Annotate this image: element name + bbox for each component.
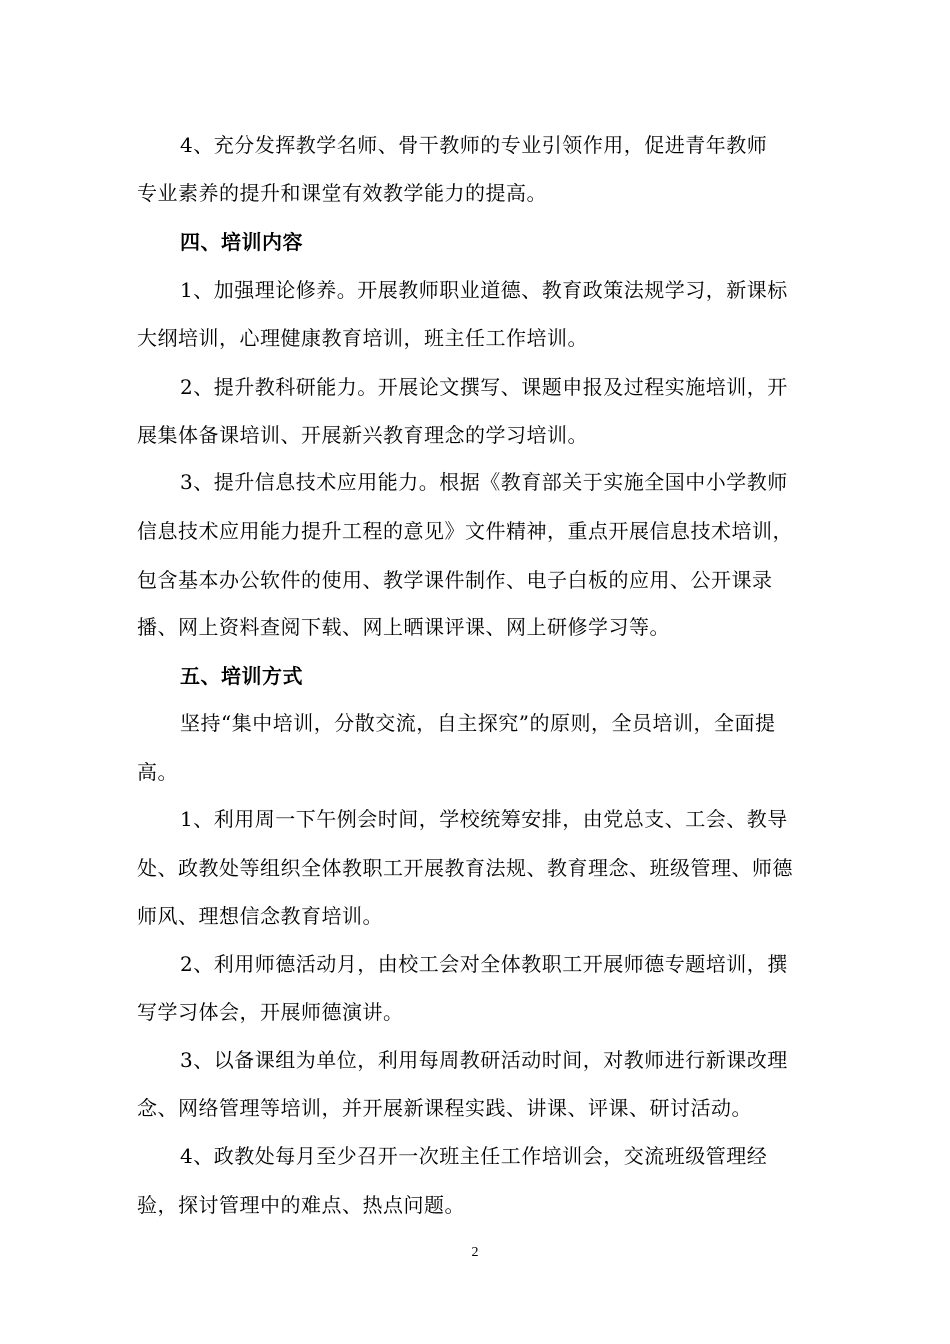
paragraph-line: 师风、理想信念教育培训。 xyxy=(137,904,383,928)
paragraph-line: 包含基本办公软件的使用、教学课件制作、电子白板的应用、公开课录 xyxy=(137,568,773,592)
page-number: 2 xyxy=(471,1245,479,1260)
paragraph-line: 展集体备课培训、开展新兴教育理念的学习培训。 xyxy=(137,423,588,447)
paragraph-line: 大纲培训，心理健康教育培训，班主任工作培训。 xyxy=(137,326,588,350)
paragraph-line: 写学习体会，开展师德演讲。 xyxy=(137,1000,404,1024)
paragraph-line: 3、以备课组为单位，利用每周教研活动时间，对教师进行新课改理 xyxy=(180,1048,788,1072)
paragraph-line: 信息技术应用能力提升工程的意见》文件精神，重点开展信息技术培训， xyxy=(137,519,793,543)
paragraph-line: 播、网上资料查阅下载、网上晒课评课、网上研修学习等。 xyxy=(137,615,670,639)
paragraph-line: 坚持“集中培训，分散交流，自主探究”的原则，全员培训，全面提 xyxy=(180,711,776,735)
paragraph-line: 4、充分发挥教学名师、骨干教师的专业引领作用，促进青年教师 xyxy=(180,133,768,157)
section-heading: 四、培训内容 xyxy=(180,230,303,254)
paragraph-line: 专业素养的提升和课堂有效教学能力的提高。 xyxy=(137,181,547,205)
paragraph-line: 2、提升教科研能力。开展论文撰写、课题申报及过程实施培训，开 xyxy=(180,375,788,399)
paragraph-line: 高。 xyxy=(137,760,178,784)
paragraph-line: 处、政教处等组织全体教职工开展教育法规、教育理念、班级管理、师德 xyxy=(137,856,793,880)
paragraph-line: 1、加强理论修养。开展教师职业道德、教育政策法规学习，新课标 xyxy=(180,278,788,302)
paragraph-line: 2、利用师德活动月，由校工会对全体教职工开展师德专题培训，撰 xyxy=(180,952,788,976)
paragraph-line: 验，探讨管理中的难点、热点问题。 xyxy=(137,1193,465,1217)
section-heading: 五、培训方式 xyxy=(180,664,303,688)
paragraph-line: 念、网络管理等培训，并开展新课程实践、讲课、评课、研讨活动。 xyxy=(137,1096,752,1120)
paragraph-line: 4、政教处每月至少召开一次班主任工作培训会，交流班级管理经 xyxy=(180,1144,768,1168)
paragraph-line: 1、利用周一下午例会时间，学校统筹安排，由党总支、工会、教导 xyxy=(180,807,788,831)
paragraph-line: 3、提升信息技术应用能力。根据《教育部关于实施全国中小学教师 xyxy=(180,470,788,494)
